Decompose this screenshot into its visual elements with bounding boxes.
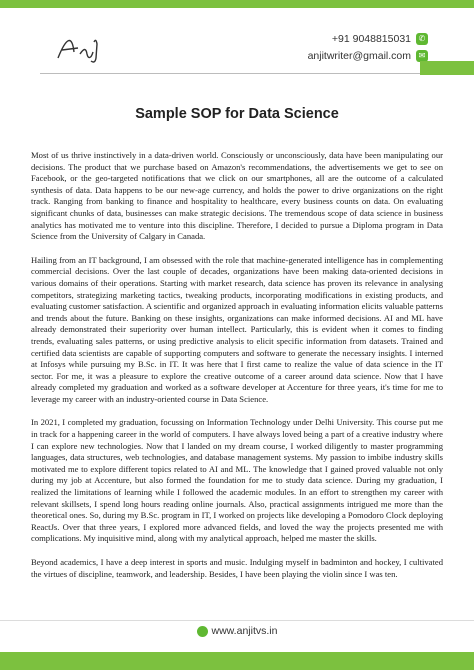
header-divider: [40, 73, 420, 74]
website-link[interactable]: www.anjitvs.in: [211, 625, 278, 637]
page-title: Sample SOP for Data Science: [135, 106, 339, 122]
mail-icon: ✉: [416, 50, 428, 62]
document-body: [31, 150, 443, 592]
footer-divider: [0, 620, 474, 621]
footer: [0, 625, 474, 637]
email-address[interactable]: anjitwriter@gmail.com: [307, 49, 411, 62]
header-accent-block: [420, 61, 474, 75]
paragraph-1: Most of us thrive instinctively in a data-driven world. Consciously or unconsciously, data have been manipulating our decisions. The product that we purchase based on Amazon's recommendations, the advertisements we get to see on Facebook, or the geo-targeted notifications that we click on our smartphones, all are the outcome of a calculated synthesis of data. Data happens to be our new-age currency, and holds the power to drive organizations on the right track. Ranging from banking to finance and hospitality to healthcare, every business counts on data. On evaluating significant chunks of data, businesses can make strategic decisions. The tremendous scope of data science in business analytics has motivated me to venture into this discipline. Therefore, I decided to pursue a Diploma program in Data Science from the University of Calgary in Canada.: [31, 150, 443, 242]
contact-block: [308, 30, 428, 64]
paragraph-3: In 2021, I completed my graduation, focussing on Information Technology under Delhi University. This course put me in track for a happening career in the world of computers. I have always loved being a part of a creative industry where I can explore new technologies. Now that I landed on my dream course, I worked diligently to master programming languages, data structures, web technologies, and database management systems. My passion to imbibe industry skills motivated me to explore different topics related to AI and ML. The knowledge that I gained proved valuable not only during my job at Accenture, but also formed the foundation for me to study data science. During my graduation, I realized the limitations of learning while I followed the academic modules. In an effort to strengthen my career with relevant skillsets, I spend long hours reading online journals. Also, practical assignments intrigued me more than the theoretical ones. So, during my B.Sc. program in IT, I worked on projects like developing a Pomodoro Clock deploying ReactJs. Over that three years, I explored more advanced fields, and loved the way the projects presented me with complications. My inquisitive mind, along with my analytical approach, helped me master the skills.: [31, 417, 443, 544]
globe-icon: [197, 626, 208, 637]
phone-row: [308, 30, 428, 47]
phone-number: +91 9048815031: [331, 32, 411, 45]
top-accent-bar: [0, 0, 474, 8]
paragraph-4: Beyond academics, I have a deep interest in sports and music. Indulging myself in badminton and hockey, I cultivated the virtues of discipline, teamwork, and leadership. Besides, I have been playing the violin since I was ten.: [31, 557, 443, 579]
phone-icon: ✆: [416, 33, 428, 45]
email-row: [308, 47, 428, 64]
paragraph-2: Hailing from an IT background, I am obsessed with the role that machine-generated intelligence has in complementing commercial decisions. Over the last couple of decades, organizations have been making data-oriented decisions in various domains of their operations. Starting with market research, data science has proven its relevance in analysing competitors, strategizing marketing tactics, tweaking products, incorporating modifications in existing products, and evaluating customer satisfaction. A scientific and organized approach in evaluating information elicits valuable patterns and trends about the future. Banking on these insights, organizations can make informed decisions. AI and ML have already demonstrated their superiority over human intellect. Particularly, this is evident when it comes to finding trends, evaluating sales patterns, or using predictive analysis to elicit specific information from datasets. Trained and certified data scientists are capable of supporting computers and software to generate the necessary insights. I interned at Infosys while pursuing my B.Sc. in IT. It was here that I first came to realize the value of data science in the IT sector. For me, it was a pleasure to explore the creative outcome of a career around data science. Now that I have already completed my graduation and worked as a software developer at Accenture for three years, it's time for me to leverage my career with an industry-oriented course in Data Science.: [31, 254, 443, 404]
bottom-accent-bar: [0, 652, 474, 670]
